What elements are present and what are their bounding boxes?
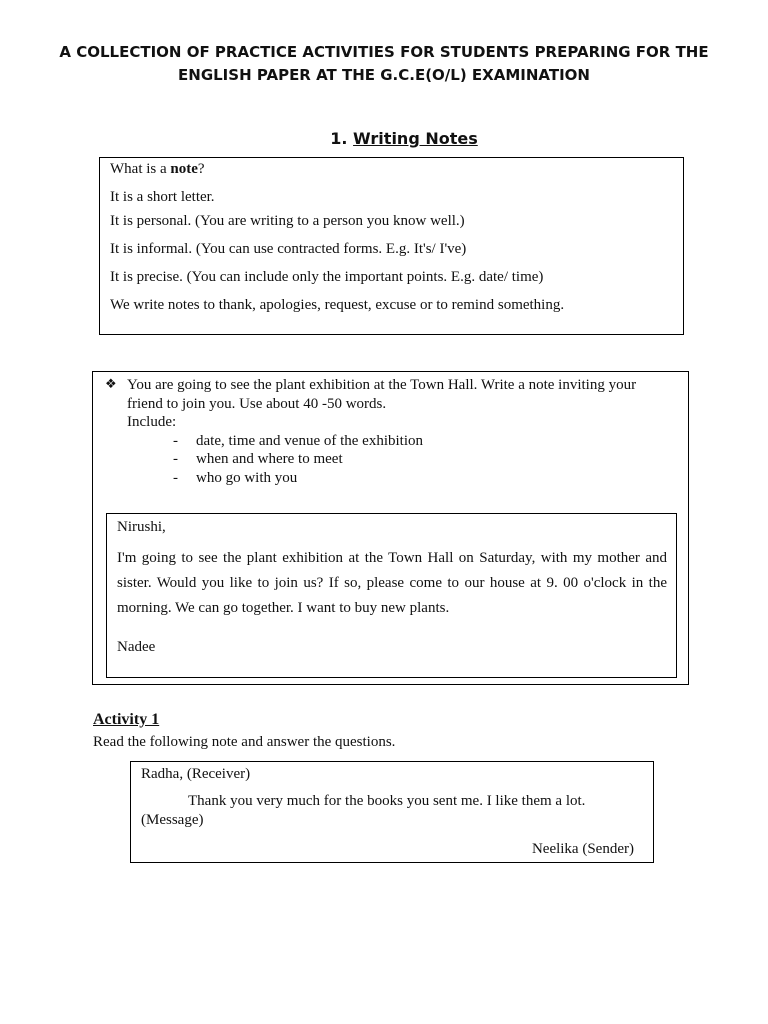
sample-note-box bbox=[106, 513, 677, 678]
activity-note-box bbox=[130, 761, 654, 863]
page-title bbox=[40, 41, 728, 87]
list-item-text: date, time and venue of the exhibition bbox=[196, 432, 424, 449]
task-instruction: You are going to see the plant exhibition at the Town Hall. Write a note inviting your friend to join you. Use about 40 -50 words. bbox=[127, 377, 637, 412]
page-title-line-1: A COLLECTION OF PRACTICE ACTIVITIES FOR STUDENTS PREPARING FOR THE bbox=[59, 43, 709, 61]
task-instruction-block bbox=[105, 376, 672, 487]
section-heading bbox=[0, 129, 768, 148]
sample-note-salutation: Nirushi, bbox=[117, 519, 166, 535]
sample-note-signature: Nadee bbox=[117, 639, 156, 655]
definition-question bbox=[110, 161, 205, 178]
list-item-text: who go with you bbox=[196, 469, 298, 486]
definition-question-keyword: note bbox=[170, 161, 198, 177]
section-number: 1. bbox=[330, 129, 348, 148]
list-item bbox=[127, 432, 672, 451]
note-sender: Neelika (Sender) bbox=[531, 841, 634, 857]
definition-box bbox=[99, 157, 684, 335]
list-item bbox=[127, 450, 672, 469]
dash-marker: - bbox=[173, 469, 178, 486]
definition-line: It is precise. (You can include only the important points. E.g. date/ time) bbox=[110, 269, 544, 285]
definition-question-suffix: ? bbox=[197, 161, 205, 177]
note-message-label: (Message) bbox=[141, 812, 204, 828]
include-label: Include: bbox=[127, 414, 177, 430]
activity-1-instruction: Read the following note and answer the questions. bbox=[93, 734, 396, 750]
task-box bbox=[92, 371, 689, 685]
diamond-bullet-icon: ❖ bbox=[105, 377, 117, 392]
definition-line: We write notes to thank, apologies, request, excuse or to remind something. bbox=[110, 297, 565, 313]
list-item-text: when and where to meet bbox=[196, 451, 343, 467]
section-title: Writing Notes bbox=[353, 129, 478, 148]
include-list bbox=[127, 432, 672, 488]
dash-marker: - bbox=[173, 432, 178, 449]
sample-note-message: I'm going to see the plant exhibition at the Town Hall on Saturday, with my mother and sister. Would you like to join us? If so, please come to our house at 9. 00 o'clock in the morning. We can go together. I want to buy new plants. bbox=[117, 550, 667, 616]
definition-line: It is informal. (You can use contracted forms. E.g. It's/ I've) bbox=[110, 241, 467, 257]
list-item bbox=[127, 469, 672, 488]
definition-line: It is a short letter. bbox=[110, 189, 215, 205]
note-message: Thank you very much for the books you sent me. I like them a lot. bbox=[188, 793, 586, 809]
definition-question-prefix: What is a bbox=[110, 161, 171, 177]
page-title-line-2: ENGLISH PAPER AT THE G.C.E(O/L) EXAMINATION bbox=[178, 66, 590, 84]
dash-marker: - bbox=[173, 451, 178, 467]
definition-line: It is personal. (You are writing to a person you know well.) bbox=[110, 213, 465, 229]
note-receiver: Radha, (Receiver) bbox=[141, 766, 251, 782]
activity-1-title: Activity 1 bbox=[93, 711, 160, 728]
